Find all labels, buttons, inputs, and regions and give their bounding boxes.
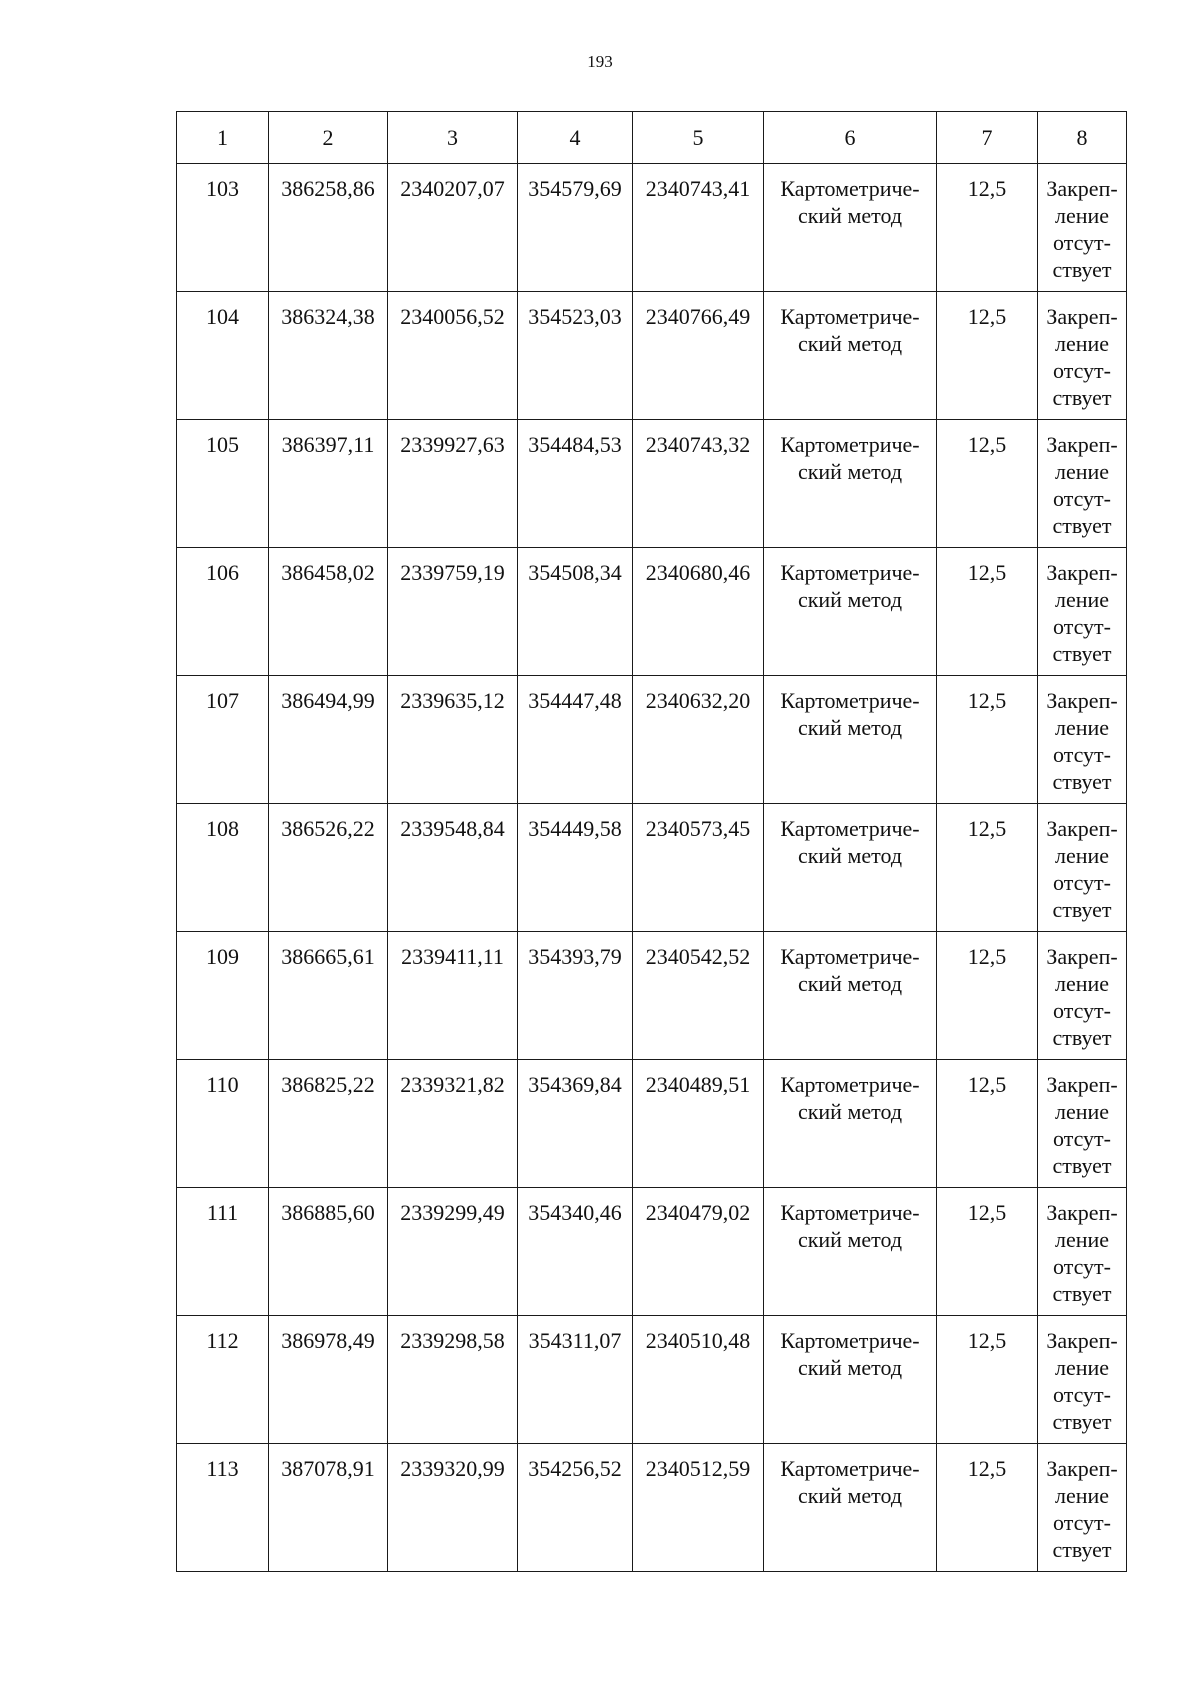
method-cell: Картометриче- ский метод: [764, 1316, 937, 1444]
coordinate-x2-cell: 354256,52: [518, 1444, 633, 1572]
coordinate-x2-cell: 354393,79: [518, 932, 633, 1060]
column-header: 8: [1038, 112, 1127, 164]
column-header: 2: [269, 112, 388, 164]
coordinate-y-cell: 2339299,49: [388, 1188, 518, 1316]
coordinate-y2-cell: 2340512,59: [633, 1444, 764, 1572]
coordinate-x-cell: 386397,11: [269, 420, 388, 548]
fixing-cell: Закреп- ление отсут- ствует: [1038, 1188, 1127, 1316]
header-row: [177, 112, 1127, 164]
page-number: 193: [587, 52, 613, 71]
coordinate-x2-cell: 354447,48: [518, 676, 633, 804]
coordinate-y2-cell: 2340632,20: [633, 676, 764, 804]
accuracy-cell: 12,5: [937, 932, 1038, 1060]
column-header: 3: [388, 112, 518, 164]
coordinate-y2-cell: 2340573,45: [633, 804, 764, 932]
coordinates-table: [176, 111, 1127, 1572]
coordinate-y2-cell: 2340743,41: [633, 164, 764, 292]
method-cell: Картометриче- ский метод: [764, 420, 937, 548]
column-header: 1: [177, 112, 269, 164]
coordinate-x2-cell: 354579,69: [518, 164, 633, 292]
fixing-cell: Закреп- ление отсут- ствует: [1038, 1060, 1127, 1188]
table-row: [177, 1060, 1127, 1188]
point-number-cell: 110: [177, 1060, 269, 1188]
coordinate-x2-cell: 354484,53: [518, 420, 633, 548]
coordinate-y-cell: 2339548,84: [388, 804, 518, 932]
accuracy-cell: 12,5: [937, 1316, 1038, 1444]
coordinate-y2-cell: 2340510,48: [633, 1316, 764, 1444]
point-number-cell: 107: [177, 676, 269, 804]
coordinate-x-cell: 386526,22: [269, 804, 388, 932]
accuracy-cell: 12,5: [937, 804, 1038, 932]
table-row: [177, 932, 1127, 1060]
table-row: [177, 548, 1127, 676]
coordinate-y2-cell: 2340680,46: [633, 548, 764, 676]
point-number-cell: 103: [177, 164, 269, 292]
table-row: [177, 676, 1127, 804]
coordinate-y2-cell: 2340542,52: [633, 932, 764, 1060]
fixing-cell: Закреп- ление отсут- ствует: [1038, 292, 1127, 420]
coordinate-y-cell: 2340207,07: [388, 164, 518, 292]
coordinate-x-cell: 386825,22: [269, 1060, 388, 1188]
method-cell: Картометриче- ский метод: [764, 292, 937, 420]
point-number-cell: 105: [177, 420, 269, 548]
coordinate-x2-cell: 354311,07: [518, 1316, 633, 1444]
table-row: [177, 164, 1127, 292]
accuracy-cell: 12,5: [937, 676, 1038, 804]
method-cell: Картометриче- ский метод: [764, 932, 937, 1060]
table-row: [177, 420, 1127, 548]
method-cell: Картометриче- ский метод: [764, 1060, 937, 1188]
coordinate-x2-cell: 354449,58: [518, 804, 633, 932]
table-row: [177, 804, 1127, 932]
coordinate-x-cell: 386978,49: [269, 1316, 388, 1444]
coordinate-x-cell: 386885,60: [269, 1188, 388, 1316]
table-row: [177, 292, 1127, 420]
coordinate-y-cell: 2339411,11: [388, 932, 518, 1060]
point-number-cell: 111: [177, 1188, 269, 1316]
point-number-cell: 108: [177, 804, 269, 932]
point-number-cell: 109: [177, 932, 269, 1060]
coordinate-y-cell: 2339759,19: [388, 548, 518, 676]
coordinate-x2-cell: 354369,84: [518, 1060, 633, 1188]
column-header: 4: [518, 112, 633, 164]
table-body: [177, 112, 1127, 1572]
coordinate-y2-cell: 2340766,49: [633, 292, 764, 420]
accuracy-cell: 12,5: [937, 1444, 1038, 1572]
method-cell: Картометриче- ский метод: [764, 164, 937, 292]
accuracy-cell: 12,5: [937, 1188, 1038, 1316]
coordinate-x-cell: 387078,91: [269, 1444, 388, 1572]
method-cell: Картометриче- ский метод: [764, 1444, 937, 1572]
coordinate-y2-cell: 2340479,02: [633, 1188, 764, 1316]
coordinate-x-cell: 386258,86: [269, 164, 388, 292]
coordinate-x-cell: 386494,99: [269, 676, 388, 804]
coordinate-y-cell: 2339927,63: [388, 420, 518, 548]
accuracy-cell: 12,5: [937, 292, 1038, 420]
fixing-cell: Закреп- ление отсут- ствует: [1038, 1316, 1127, 1444]
point-number-cell: 113: [177, 1444, 269, 1572]
coordinate-y2-cell: 2340743,32: [633, 420, 764, 548]
method-cell: Картометриче- ский метод: [764, 1188, 937, 1316]
coordinate-x-cell: 386458,02: [269, 548, 388, 676]
coordinate-y-cell: 2340056,52: [388, 292, 518, 420]
column-header: 7: [937, 112, 1038, 164]
point-number-cell: 112: [177, 1316, 269, 1444]
coordinate-y-cell: 2339298,58: [388, 1316, 518, 1444]
accuracy-cell: 12,5: [937, 548, 1038, 676]
fixing-cell: Закреп- ление отсут- ствует: [1038, 932, 1127, 1060]
fixing-cell: Закреп- ление отсут- ствует: [1038, 420, 1127, 548]
coordinate-y2-cell: 2340489,51: [633, 1060, 764, 1188]
coordinate-y-cell: 2339320,99: [388, 1444, 518, 1572]
point-number-cell: 104: [177, 292, 269, 420]
table-row: [177, 1444, 1127, 1572]
accuracy-cell: 12,5: [937, 1060, 1038, 1188]
fixing-cell: Закреп- ление отсут- ствует: [1038, 548, 1127, 676]
fixing-cell: Закреп- ление отсут- ствует: [1038, 1444, 1127, 1572]
method-cell: Картометриче- ский метод: [764, 804, 937, 932]
coordinate-y-cell: 2339635,12: [388, 676, 518, 804]
table-row: [177, 1188, 1127, 1316]
accuracy-cell: 12,5: [937, 420, 1038, 548]
fixing-cell: Закреп- ление отсут- ствует: [1038, 164, 1127, 292]
coordinate-x2-cell: 354508,34: [518, 548, 633, 676]
method-cell: Картометриче- ский метод: [764, 548, 937, 676]
table-row: [177, 1316, 1127, 1444]
fixing-cell: Закреп- ление отсут- ствует: [1038, 804, 1127, 932]
method-cell: Картометриче- ский метод: [764, 676, 937, 804]
coordinate-x2-cell: 354523,03: [518, 292, 633, 420]
column-header: 6: [764, 112, 937, 164]
coordinate-x-cell: 386324,38: [269, 292, 388, 420]
coordinate-y-cell: 2339321,82: [388, 1060, 518, 1188]
coordinate-x-cell: 386665,61: [269, 932, 388, 1060]
point-number-cell: 106: [177, 548, 269, 676]
fixing-cell: Закреп- ление отсут- ствует: [1038, 676, 1127, 804]
coordinate-x2-cell: 354340,46: [518, 1188, 633, 1316]
column-header: 5: [633, 112, 764, 164]
accuracy-cell: 12,5: [937, 164, 1038, 292]
